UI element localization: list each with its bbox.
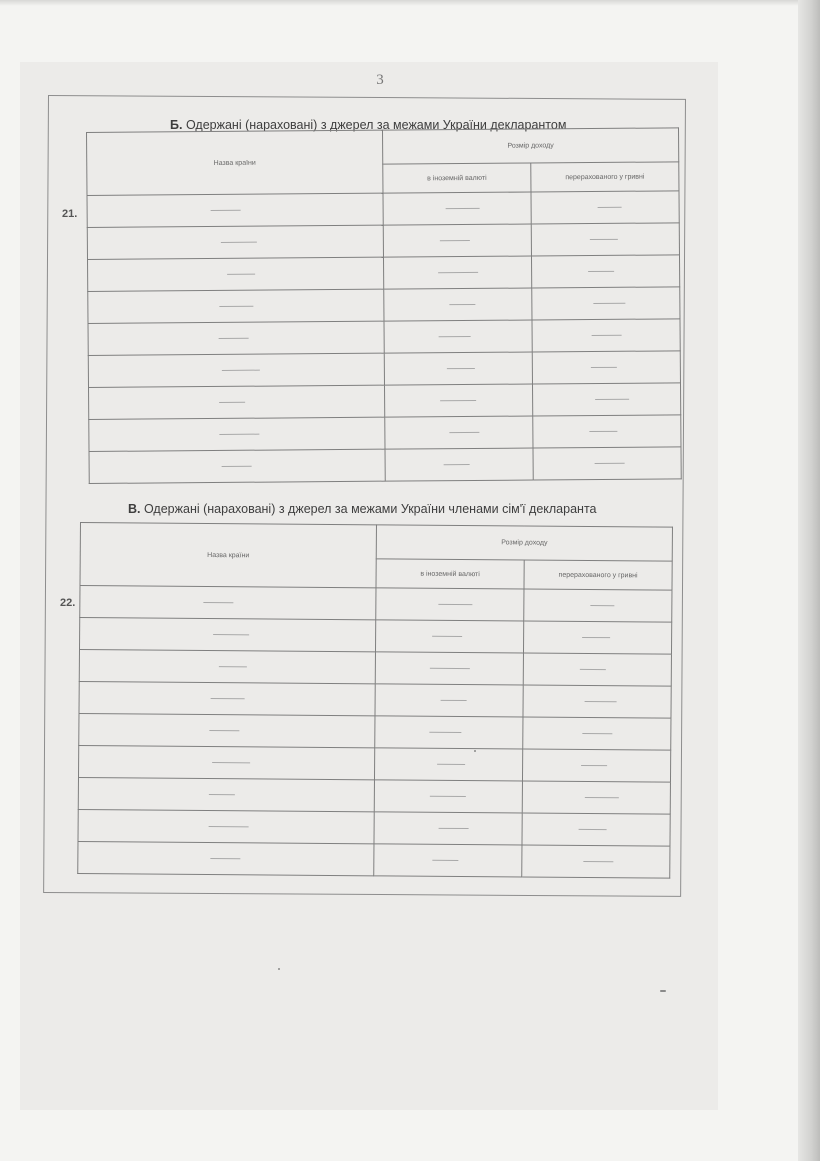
cell-converted-uah[interactable] xyxy=(532,319,680,352)
dash-mark xyxy=(594,462,624,463)
dash-mark xyxy=(209,730,239,731)
table-row xyxy=(78,841,670,878)
cell-converted-uah[interactable] xyxy=(523,621,671,654)
table-row xyxy=(78,777,670,814)
cell-foreign-currency[interactable] xyxy=(385,448,533,481)
scan-top-shadow xyxy=(0,0,820,6)
cell-converted-uah[interactable] xyxy=(533,415,681,448)
cell-converted-uah[interactable] xyxy=(532,383,680,416)
section-v-rows xyxy=(78,586,672,879)
cell-foreign-currency[interactable] xyxy=(383,224,531,257)
section-v-title-text: Одержані (нараховані) з джерел за межами України членами сім'ї декларанта xyxy=(143,502,597,516)
dash-mark xyxy=(210,209,240,210)
dash-mark xyxy=(446,368,474,369)
dash-mark xyxy=(582,637,610,638)
cell-foreign-currency[interactable] xyxy=(375,716,523,749)
cell-converted-uah[interactable] xyxy=(523,685,671,718)
dash-mark xyxy=(583,861,613,862)
table-row xyxy=(78,809,670,846)
table-row xyxy=(79,650,671,687)
dash-mark xyxy=(440,699,466,700)
dash-mark xyxy=(582,733,612,734)
cell-converted-uah[interactable] xyxy=(532,287,680,320)
page-number: 3 xyxy=(376,72,384,88)
table-row xyxy=(79,713,671,750)
section-v-row-number: 22. xyxy=(60,597,76,609)
cell-converted-uah[interactable] xyxy=(524,589,672,622)
table-row xyxy=(89,447,681,484)
column-header-income-size: Розмір доходу xyxy=(382,128,678,164)
dash-mark xyxy=(591,334,621,335)
section-v-table xyxy=(77,522,673,879)
dash-mark xyxy=(210,858,240,859)
cell-foreign-currency[interactable] xyxy=(374,812,522,845)
section-b-title-text: Одержані (нараховані) з джерел за межами України декларантом xyxy=(185,118,567,132)
table-row xyxy=(87,223,679,260)
dash-mark xyxy=(593,302,625,303)
cell-foreign-currency[interactable] xyxy=(385,416,533,449)
dash-mark xyxy=(219,305,253,306)
dash-mark xyxy=(589,430,617,431)
dash-mark xyxy=(218,337,248,338)
cell-converted-uah[interactable] xyxy=(531,191,679,224)
dash-mark xyxy=(595,398,629,399)
cell-converted-uah[interactable] xyxy=(522,749,670,782)
table-row xyxy=(88,255,680,292)
dash-mark xyxy=(440,400,476,401)
cell-country[interactable] xyxy=(89,385,385,419)
cell-converted-uah[interactable] xyxy=(533,447,681,480)
cell-country[interactable] xyxy=(88,289,384,323)
cell-foreign-currency[interactable] xyxy=(375,652,523,685)
section-v-letter: В. xyxy=(128,502,141,516)
dash-mark xyxy=(589,238,617,239)
cell-converted-uah[interactable] xyxy=(522,845,670,878)
table-row xyxy=(79,681,671,718)
column-header-country: Назва країни xyxy=(80,523,376,588)
dash-mark xyxy=(438,272,478,273)
section-b-row-number: 21. xyxy=(62,208,78,220)
cell-country[interactable] xyxy=(78,841,374,875)
cell-country[interactable] xyxy=(80,586,376,620)
section-v-title xyxy=(128,502,596,516)
cell-country[interactable] xyxy=(87,225,383,259)
cell-foreign-currency[interactable] xyxy=(383,192,531,225)
dash-mark xyxy=(449,304,475,305)
dash-mark xyxy=(584,797,618,798)
cell-converted-uah[interactable] xyxy=(523,717,671,750)
dash-mark xyxy=(579,669,605,670)
cell-converted-uah[interactable] xyxy=(522,813,670,846)
dash-mark xyxy=(439,240,469,241)
dash-mark xyxy=(584,701,616,702)
cell-foreign-currency[interactable] xyxy=(376,588,524,621)
section-b-table xyxy=(86,127,682,484)
cell-country[interactable] xyxy=(87,193,383,227)
table-row xyxy=(89,415,681,452)
scan-edge-shadow xyxy=(798,0,820,1161)
dash-mark xyxy=(227,273,255,274)
cell-foreign-currency[interactable] xyxy=(384,288,532,321)
table-row xyxy=(88,287,680,324)
dash-mark xyxy=(212,762,250,763)
scan-speck xyxy=(278,968,280,970)
cell-converted-uah[interactable] xyxy=(531,223,679,256)
dash-mark xyxy=(578,829,606,830)
cell-converted-uah[interactable] xyxy=(532,351,680,384)
cell-foreign-currency[interactable] xyxy=(374,748,522,781)
cell-country[interactable] xyxy=(79,713,375,747)
dash-mark xyxy=(429,731,461,732)
cell-country[interactable] xyxy=(88,321,384,355)
cell-foreign-currency[interactable] xyxy=(384,352,532,385)
dash-mark xyxy=(438,336,470,337)
cell-converted-uah[interactable] xyxy=(523,653,671,686)
cell-country[interactable] xyxy=(78,777,374,811)
table-row xyxy=(87,191,679,228)
cell-foreign-currency[interactable] xyxy=(383,256,531,289)
dash-mark xyxy=(581,765,607,766)
scan-speck xyxy=(660,990,666,992)
column-header-foreign-currency: в іноземній валюті xyxy=(383,163,531,193)
column-header-converted-uah: перерахованого у гривні xyxy=(531,162,679,192)
cell-country[interactable] xyxy=(89,449,385,483)
cell-country[interactable] xyxy=(78,745,374,779)
dash-mark xyxy=(213,634,249,635)
cell-foreign-currency[interactable] xyxy=(374,844,522,877)
cell-converted-uah[interactable] xyxy=(522,781,670,814)
table-row xyxy=(89,383,681,420)
cell-foreign-currency[interactable] xyxy=(384,384,532,417)
section-b-letter: Б. xyxy=(170,118,183,132)
dash-mark xyxy=(221,465,251,466)
dash-mark xyxy=(588,271,614,272)
dash-mark xyxy=(597,206,621,207)
cell-converted-uah[interactable] xyxy=(531,255,679,288)
dash-mark xyxy=(208,794,234,795)
dash-mark xyxy=(219,401,245,402)
cell-foreign-currency[interactable] xyxy=(375,620,523,653)
dash-mark xyxy=(208,826,248,827)
dash-mark xyxy=(590,366,616,367)
dash-mark xyxy=(221,369,259,370)
cell-country[interactable] xyxy=(88,257,384,291)
dash-mark xyxy=(443,464,469,465)
table-row xyxy=(78,745,670,782)
dash-mark xyxy=(429,667,469,668)
cell-country[interactable] xyxy=(79,681,375,715)
cell-foreign-currency[interactable] xyxy=(374,780,522,813)
dash-mark xyxy=(590,605,614,606)
column-header-country: Назва країни xyxy=(87,130,383,195)
table-row xyxy=(88,351,680,388)
cell-country[interactable] xyxy=(89,417,385,451)
cell-foreign-currency[interactable] xyxy=(384,320,532,353)
dash-mark xyxy=(449,432,479,433)
dash-mark xyxy=(210,698,244,699)
column-header-income-size: Розмір доходу xyxy=(376,525,672,561)
column-header-foreign-currency: в іноземній валюті xyxy=(376,559,524,589)
table-row xyxy=(79,618,671,655)
section-b-rows xyxy=(87,191,681,484)
table-row xyxy=(80,586,672,623)
dash-mark xyxy=(219,433,259,434)
dash-mark xyxy=(432,635,462,636)
cell-country[interactable] xyxy=(88,353,384,387)
table-row xyxy=(88,319,680,356)
dash-mark xyxy=(432,859,458,860)
dash-mark xyxy=(429,795,465,796)
dash-mark xyxy=(218,666,246,667)
cell-country[interactable] xyxy=(79,618,375,652)
cell-country[interactable] xyxy=(78,809,374,843)
dash-mark xyxy=(438,603,472,604)
cell-foreign-currency[interactable] xyxy=(375,684,523,717)
dash-mark xyxy=(203,602,233,603)
scan-speck xyxy=(474,750,476,752)
column-header-converted-uah: перерахованого у гривні xyxy=(524,560,672,590)
cell-country[interactable] xyxy=(79,650,375,684)
dash-mark xyxy=(437,763,465,764)
dash-mark xyxy=(445,208,479,209)
dash-mark xyxy=(220,241,256,242)
dash-mark xyxy=(438,827,468,828)
